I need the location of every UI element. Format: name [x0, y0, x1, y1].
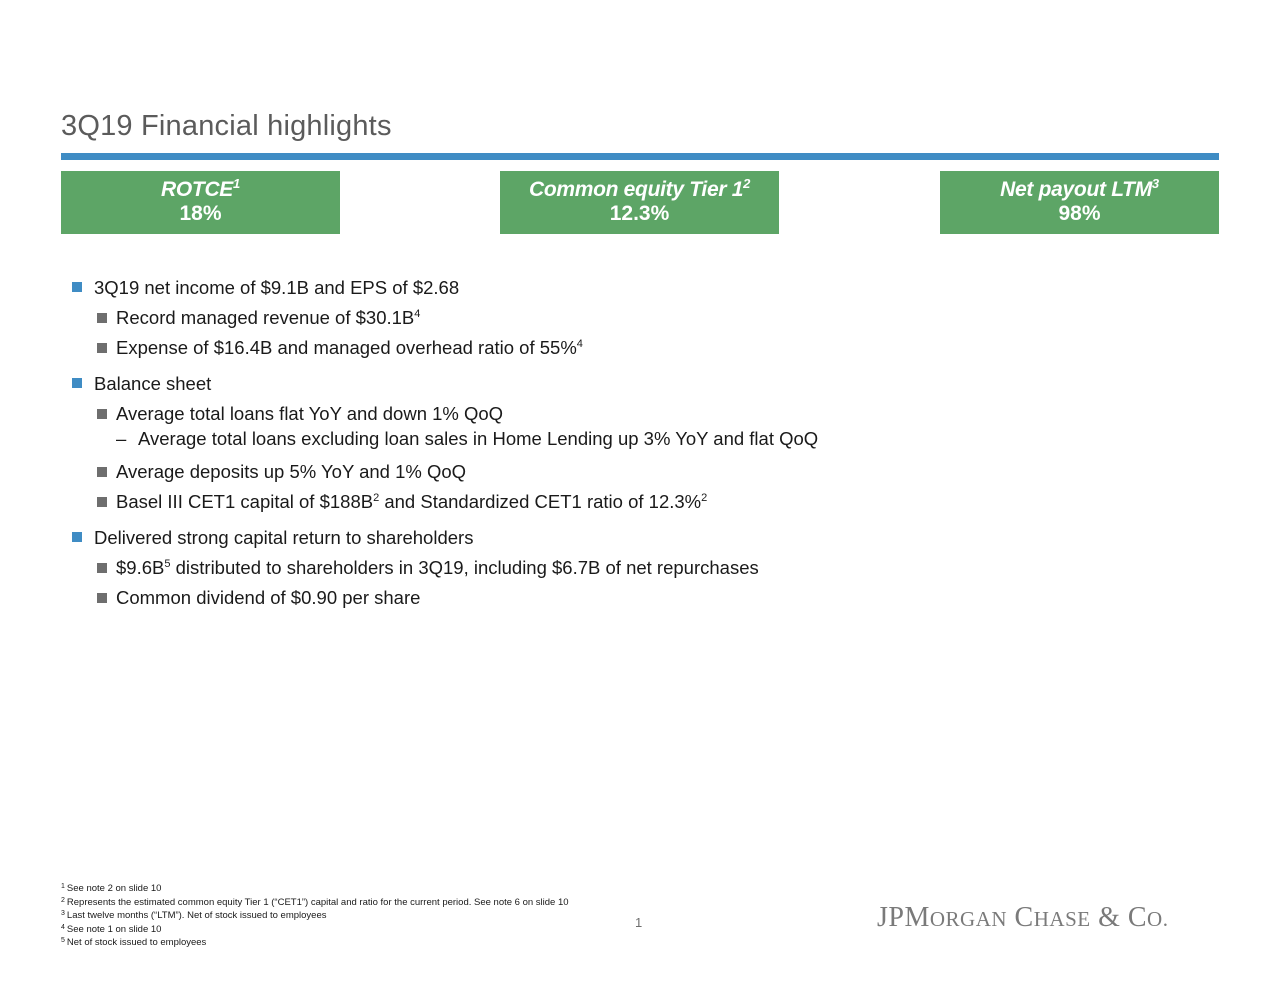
- gray-square-bullet-icon: [97, 313, 107, 323]
- slide-title: 3Q19 Financial highlights: [61, 110, 392, 142]
- footnotes: [61, 882, 569, 950]
- title-divider: [61, 153, 1219, 160]
- highlights-list: [72, 276, 818, 616]
- gray-square-bullet-icon: [97, 563, 107, 573]
- kpi-label: ROTCE$^1$: [161, 176, 240, 201]
- dash-sub-bullet: – Average total loans excluding loan sales in Home Lending up 3% YoY and flat QoQ: [116, 428, 819, 449]
- dash-bullet-icon: –: [116, 428, 127, 449]
- gray-square-bullet-icon: [97, 467, 107, 477]
- page-number: 1: [635, 915, 643, 930]
- kpi-label: Common equity Tier $1^2$: [528, 176, 751, 201]
- sub-bullet: Common dividend of $0.90 per share: [72, 586, 818, 616]
- kpi-cet1: [500, 171, 779, 234]
- footnote: $^1$ See note 2 on slide 10: [61, 883, 162, 894]
- bullet-capital-return: Delivered strong capital return to shareholders: [72, 526, 818, 556]
- footnote: $^4$ See note 1 on slide 10: [61, 923, 162, 935]
- kpi-rotce: [61, 171, 340, 234]
- sub-bullet: Record managed revenue of $\$30.1B^4$: [72, 306, 818, 336]
- kpi-label: Net payout LTM$^3$: [1000, 176, 1159, 201]
- gray-square-bullet-icon: [97, 593, 107, 603]
- bullet-balance-sheet: Balance sheet: [72, 372, 818, 402]
- kpi-value: 12.3%: [609, 202, 670, 225]
- sub-bullet: $\$9.6B^5$ distributed to shareholders in 3Q19, including $6.7B of net repurchases: [72, 556, 818, 586]
- company-logo: JPMORGAN CHASE & CO.: [877, 902, 1169, 933]
- bullet-net-income: 3Q19 net income of $9.1B and EPS of $2.68: [72, 276, 818, 306]
- kpi-net-payout: [940, 171, 1219, 234]
- kpi-value: 98%: [1058, 202, 1101, 225]
- footnote: $^5$ Net of stock issued to employees: [61, 937, 207, 948]
- sub-bullet: Average total loans flat YoY and down 1% QoQ: [72, 402, 818, 432]
- gray-square-bullet-icon: [97, 409, 107, 419]
- sub-bullet: Basel III CET1 capital of $\$188B^2$ and Standardized CET1 ratio of 12.3%$^2$: [72, 490, 818, 520]
- gray-square-bullet-icon: [97, 497, 107, 507]
- blue-square-bullet-icon: [72, 532, 82, 542]
- gray-square-bullet-icon: [97, 343, 107, 353]
- kpi-value: 18%: [179, 202, 222, 225]
- blue-square-bullet-icon: [72, 378, 82, 388]
- sub-bullet: Average deposits up 5% YoY and 1% QoQ: [72, 460, 818, 490]
- sub-bullet: Expense of $16.4B and managed overhead ratio of 55%$^4$: [72, 336, 818, 366]
- blue-square-bullet-icon: [72, 282, 82, 292]
- footnote: $^2$ Represents the estimated common equity Tier 1 (“CET1”) capital and ratio for the current period. See note 6 on slide 10: [61, 896, 569, 908]
- footnote: $^3$ Last twelve months (“LTM”). Net of stock issued to employees: [61, 910, 327, 921]
